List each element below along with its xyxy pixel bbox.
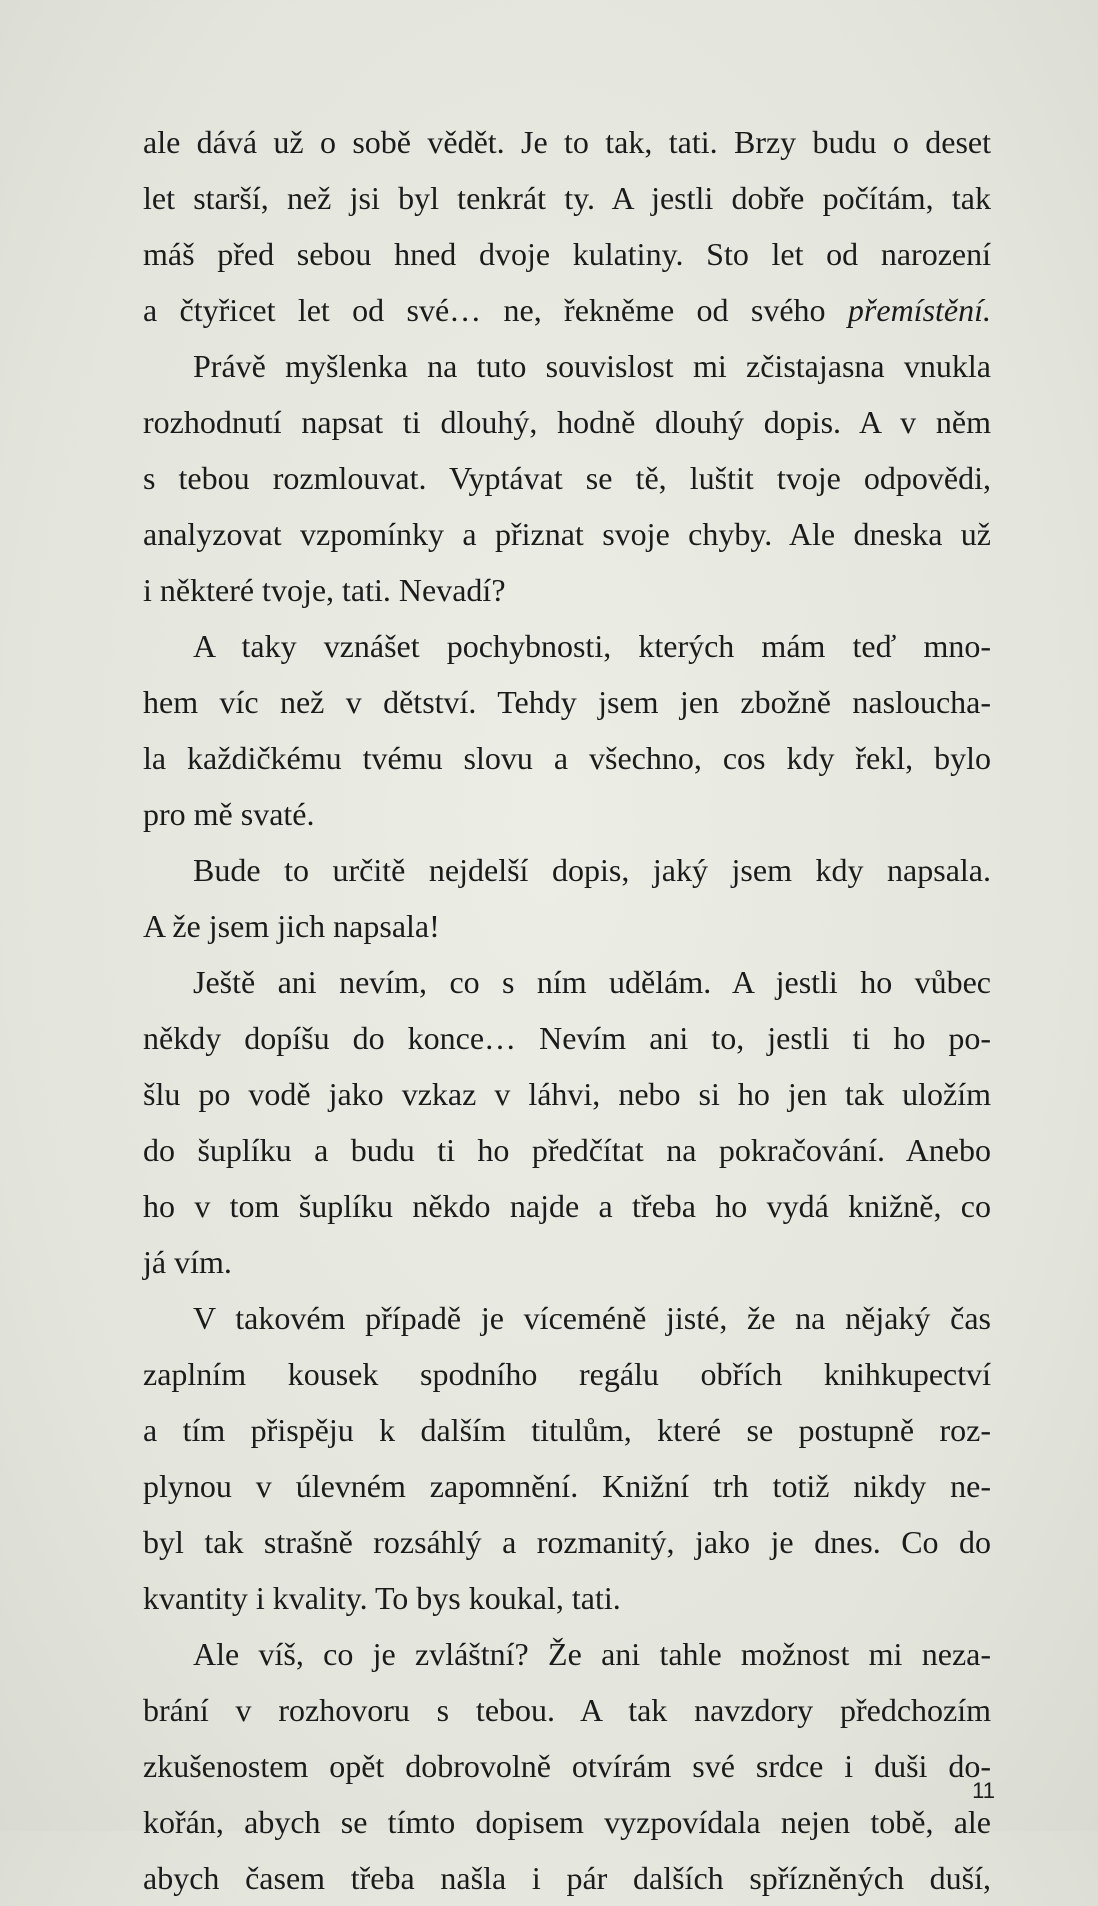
text-line: let starší, než jsi byl tenkrát ty. A jestli dobře počítám, tak <box>143 180 991 216</box>
text-line: já vím. <box>143 1244 232 1280</box>
text-line: hem víc než v dětství. Tehdy jsem jen zbožně nasloucha- <box>143 684 991 720</box>
text-line: kvantity i kvality. To bys koukal, tati. <box>143 1580 621 1616</box>
text-line: byl tak strašně rozsáhlý a rozmanitý, jako je dnes. Co do <box>143 1524 991 1560</box>
text-line: analyzovat vzpomínky a přiznat svoje chyby. Ale dneska už <box>143 516 991 552</box>
text-line: do šuplíku a budu ti ho předčítat na pokračování. Anebo <box>143 1132 991 1168</box>
text-line: někdy dopíšu do konce… Nevím ani to, jestli ti ho po- <box>143 1020 991 1056</box>
text-line: rozhodnutí napsat ti dlouhý, hodně dlouhý dopis. A v něm <box>143 404 991 440</box>
text-line: Ještě ani nevím, co s ním udělám. A jestli ho vůbec <box>193 964 991 1000</box>
text-line: máš před sebou hned dvoje kulatiny. Sto let od narození <box>143 236 991 272</box>
text-line: šlu po vodě jako vzkaz v láhvi, nebo si ho jen tak uložím <box>143 1076 991 1112</box>
text-line-part: a čtyřicet let od své… ne, řekněme od svého <box>143 292 848 328</box>
text-line: abych časem třeba našla i pár dalších spřízněných duší, <box>143 1860 991 1896</box>
text-line: plynou v úlevném zapomnění. Knižní trh totiž nikdy ne- <box>143 1468 991 1504</box>
text-line: A taky vznášet pochybnosti, kterých mám teď mno- <box>193 628 991 664</box>
emphasized-word: přemístění. <box>847 292 991 328</box>
text-line: brání v rozhovoru s tebou. A tak navzdory předchozím <box>143 1692 991 1728</box>
text-line: a tím přispěju k dalším titulům, které se postupně roz- <box>143 1412 991 1448</box>
text-line: i některé tvoje, tati. Nevadí? <box>143 572 506 608</box>
page-number: 11 <box>972 1778 995 1803</box>
text-line: ale dává už o sobě vědět. Je to tak, tati. Brzy budu o deset <box>143 124 991 160</box>
text-line: la každičkému tvému slovu a všechno, cos kdy řekl, bylo <box>143 740 991 776</box>
text-line: A že jsem jich napsala! <box>143 908 440 944</box>
text-line <box>143 282 991 338</box>
text-line: V takovém případě je víceméně jisté, že na nějaký čas <box>193 1300 991 1336</box>
text-line: Ale víš, co je zvláštní? Že ani tahle možnost mi neza- <box>193 1636 991 1672</box>
text-line: zkušenostem opět dobrovolně otvírám své srdce i duši do- <box>143 1748 991 1784</box>
body-text <box>143 114 991 1906</box>
text-line: Právě myšlenka na tuto souvislost mi zčistajasna vnukla <box>193 348 991 384</box>
text-line: pro mě svaté. <box>143 796 315 832</box>
text-line: s tebou rozmlouvat. Vyptávat se tě, luštit tvoje odpovědi, <box>143 460 991 496</box>
text-line: zaplním kousek spodního regálu obřích knihkupectví <box>143 1356 991 1392</box>
text-line: Bude to určitě nejdelší dopis, jaký jsem kdy napsala. <box>193 852 991 888</box>
text-line: kořán, abych se tímto dopisem vyzpovídala nejen tobě, ale <box>143 1804 991 1840</box>
text-line: ho v tom šuplíku někdo najde a třeba ho vydá knižně, co <box>143 1188 991 1224</box>
